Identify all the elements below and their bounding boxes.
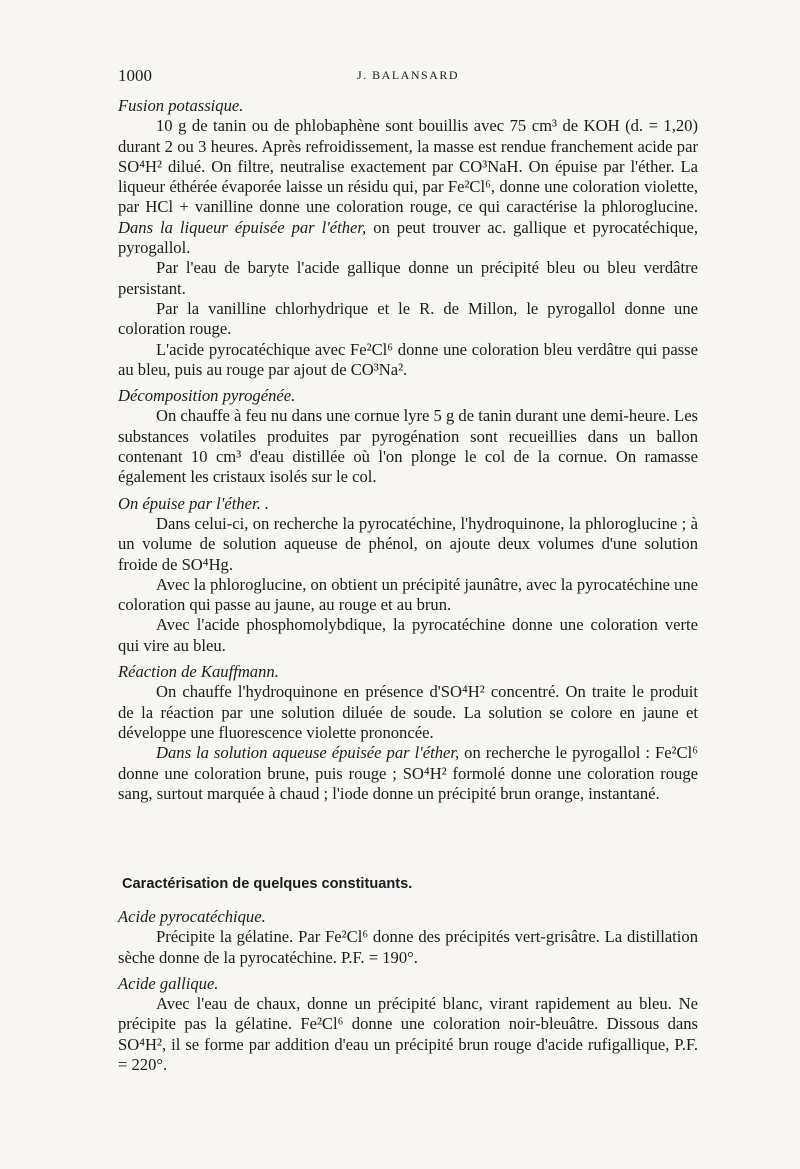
paragraph: On chauffe l'hydroquinone en présence d'SO⁴H² concentré. On traite le produit de la réaction par une solution diluée de soude. La solution se colore en jaune et développe une fluorescence violette prononcée. [118,682,698,742]
paragraph: Précipite la gélatine. Par Fe²Cl⁶ donne des précipités vert-grisâtre. La distillation sèche donne de la pyrocatéchine. P.F. = 190°. [118,927,698,967]
paragraph: Par l'eau de baryte l'acide gallique donne un précipité bleu ou bleu verdâtre persistant. [118,258,698,298]
section-heading-ether: On épuise par l'éther. . [118,493,270,513]
body-text-upper [118,96,698,804]
paragraph: Avec la phloroglucine, on obtient un précipité jaunâtre, avec la pyrocatéchine une coloration qui passe au jaune, au rouge et au brun. [118,574,698,615]
paragraph: Dans la solution aqueuse épuisée par l'éther, on recherche le pyrogallol : Fe²Cl⁶ donne une coloration brune, puis rouge ; SO⁴H² formolé donne une coloration rouge sang, surtout marquée à chaud ; l'iode donne un précipité brun orange, instantané. [118,743,698,803]
section-heading-kauffmann: Réaction de Kauffmann. [118,662,279,682]
paragraph: Avec l'acide phosphomolybdique, la pyrocatéchine donne une coloration verte qui vire au bleu. [118,615,698,655]
paragraph: Par la vanilline chlorhydrique et le R. de Millon, le pyrogallol donne une coloration rouge. [118,298,698,339]
page-header [118,66,698,86]
section-heading-decomposition: Décomposition pyrogénée. [118,386,296,406]
paragraph: On chauffe à feu nu dans une cornue lyre 5 g de tanin durant une demi-heure. Les substances volatiles produites par pyrogénation sont recueillies dans un ballon contenant 10 cm³ d'eau distillée où l'on plonge le col de la cornue. On ramasse également les cristaux isolés sur le col. [118,406,699,487]
paragraph: Avec l'eau de chaux, donne un précipité blanc, virant rapidement au bleu. Ne précipite pas la gélatine. Fe²Cl⁶ donne une coloration noir-bleuâtre. Dissous dans SO⁴H², il se forme par addition d'eau un précipité brun rouge d'acide rufigallique, P.F. = 220°. [118,994,698,1075]
page-number: 1000 [118,66,152,85]
paragraph: Dans celui-ci, on recherche la pyrocatéchine, l'hydroquinone, la phloroglucine ; à un volume de solution aqueuse de phénol, on ajoute deux volumes d'une solution froide de SO⁴Hg. [118,513,698,574]
section-heading-pyrocatechique: Acide pyrocatéchique. [118,907,266,926]
running-head: J. BALANSARD [356,68,459,82]
section-heading-fusion: Fusion potassique. [118,96,244,115]
body-text-lower [118,907,698,1075]
paragraph: 10 g de tanin ou de phlobaphène sont bouillis avec 75 cm³ de KOH (d. = 1,20) durant 2 ou 3 heures. Après refroidissement, la masse est rendue franchement acide par SO⁴H² dilué. On filtre, neutralise exactement par CO³NaH. On épuise par l'éther. La liqueur éthérée évaporée laisse un résidu qui, par Fe²Cl⁶, donne une coloration violette, par HCl + vanilline donne une coloration rouge, ce qui caractérise la phloroglucine. Dans la liqueur épuisée par l'éther, on peut trouver ac. gallique et pyrocatéchique, pyrogallol. [118,116,698,258]
paragraph: L'acide pyrocatéchique avec Fe²Cl⁶ donne une coloration bleu verdâtre qui passe au bleu, puis au rouge par ajout de CO³Na². [118,339,698,379]
section-heading-gallique: Acide gallique. [118,973,219,993]
caracterisation-heading: Caractérisation de quelques constituants. [122,876,413,892]
